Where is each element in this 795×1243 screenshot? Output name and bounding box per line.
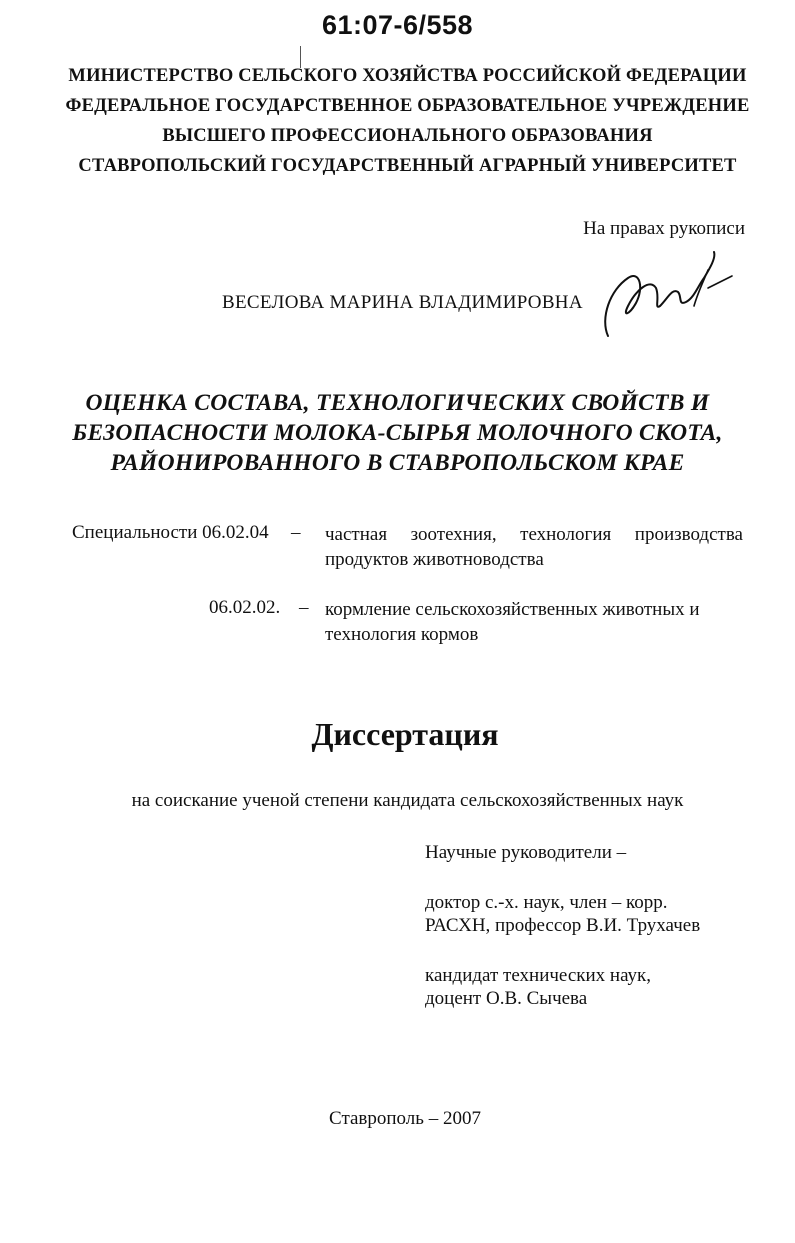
specialty-1-desc-line1: частная зоотехния, технология производства: [325, 524, 743, 545]
advisor-2-line-2: доцент О.В. Сычева: [425, 988, 588, 1009]
title-line-2: БЕЗОПАСНОСТИ МОЛОКА-СЫРЬЯ МОЛОЧНОГО СКОТА,: [72, 420, 723, 446]
org-line-institution: ФЕДЕРАЛЬНОЕ ГОСУДАРСТВЕННОЕ ОБРАЗОВАТЕЛЬНОЕ УЧРЕЖДЕНИЕ: [65, 96, 750, 116]
advisor-1-line-2: РАСХН, профессор В.И. Трухачев: [425, 915, 701, 936]
author-name: ВЕСЕЛОВА МАРИНА ВЛАДИМИРОВНА: [222, 292, 583, 313]
author-signature: [598, 248, 738, 343]
manuscript-note: На правах рукописи: [583, 218, 745, 239]
specialty-1-desc-line2: продуктов животноводства: [325, 549, 544, 570]
specialty-2-desc-line1: кормление сельскохозяйственных животных и: [325, 599, 700, 620]
specialty-1-code: Специальности 06.02.04: [72, 522, 269, 543]
org-line-education: ВЫСШЕГО ПРОФЕССИОНАЛЬНОГО ОБРАЗОВАНИЯ: [162, 126, 653, 146]
org-line-university: СТАВРОПОЛЬСКИЙ ГОСУДАРСТВЕННЫЙ АГРАРНЫЙ УНИВЕРСИТЕТ: [78, 156, 737, 176]
scan-mark: [300, 46, 301, 68]
title-line-3: РАЙОНИРОВАННОГО В СТАВРОПОЛЬСКОМ КРАЕ: [110, 450, 685, 476]
specialty-2-desc-line2: технология кормов: [325, 624, 479, 645]
specialty-2-dash: –: [299, 597, 309, 618]
archive-code: 61:07-6/558: [321, 10, 474, 40]
place-year: Ставрополь – 2007: [329, 1108, 481, 1129]
specialty-2-code: 06.02.02.: [209, 597, 281, 618]
document-type: Диссертация: [311, 716, 499, 752]
specialty-1-dash: –: [291, 522, 301, 543]
title-line-1: ОЦЕНКА СОСТАВА, ТЕХНОЛОГИЧЕСКИХ СВОЙСТВ И: [85, 390, 710, 416]
advisor-2-line-1: кандидат технических наук,: [425, 965, 652, 986]
advisors-heading: Научные руководители –: [425, 842, 627, 863]
advisor-1-line-1: доктор с.-х. наук, член – корр.: [425, 892, 668, 913]
degree-statement: на соискание ученой степени кандидата сельскохозяйственных наук: [131, 790, 684, 811]
org-line-ministry: МИНИСТЕРСТВО СЕЛЬСКОГО ХОЗЯЙСТВА РОССИЙСКОЙ ФЕДЕРАЦИИ: [68, 66, 747, 86]
